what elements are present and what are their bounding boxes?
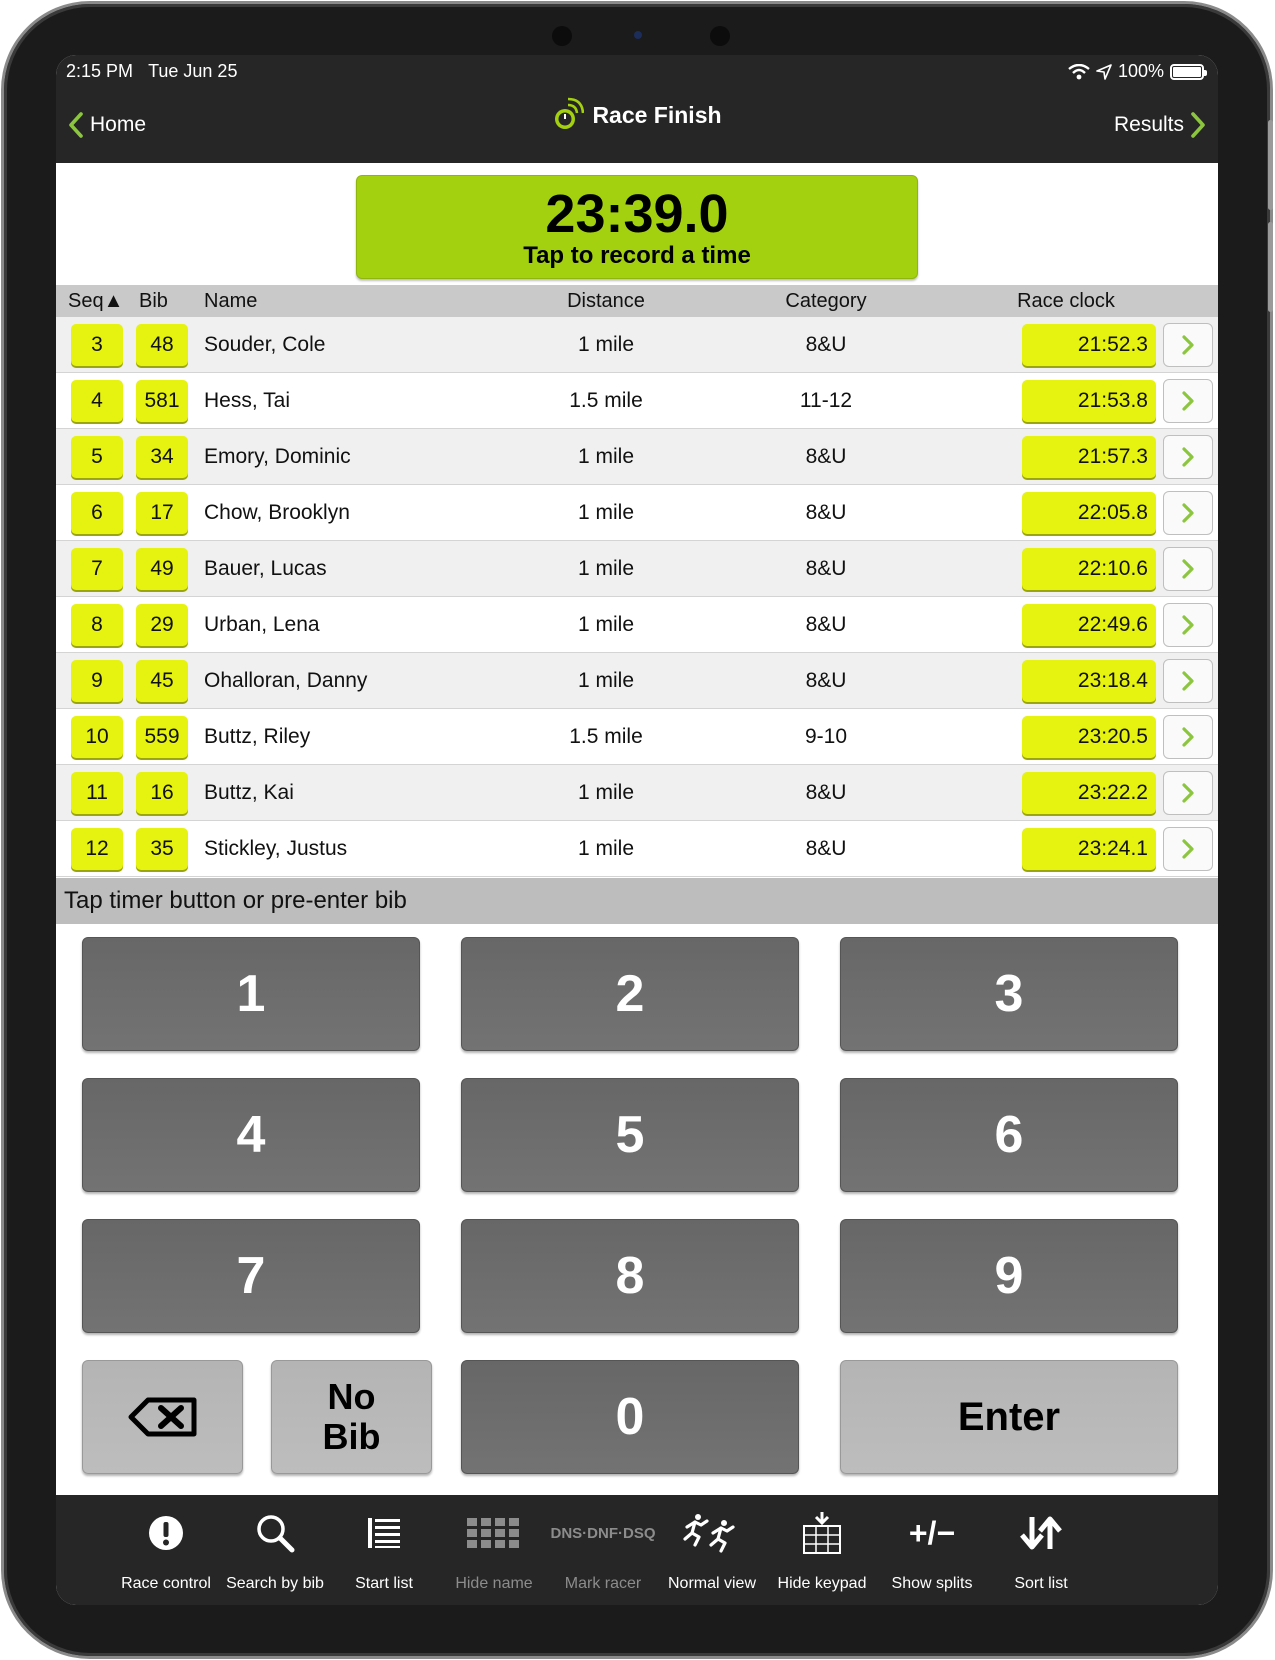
seq-cell[interactable]: 8	[71, 604, 123, 646]
header-seq[interactable]: Seq▲	[68, 290, 124, 312]
row-detail-button[interactable]	[1163, 323, 1213, 367]
category-cell: 8&U	[805, 333, 847, 356]
category-cell: 8&U	[805, 613, 847, 636]
key-1[interactable]: 1	[82, 937, 420, 1051]
row-detail-button[interactable]	[1163, 659, 1213, 703]
distance-cell: 1 mile	[577, 669, 635, 692]
seq-cell[interactable]: 7	[71, 548, 123, 590]
chevron-right-icon	[1181, 502, 1195, 524]
table-row	[56, 541, 1218, 597]
seq-cell[interactable]: 3	[71, 324, 123, 366]
chevron-right-icon	[1181, 726, 1195, 748]
table-row	[56, 429, 1218, 485]
distance-cell: 1 mile	[577, 333, 635, 356]
timer-value: 23:39.0	[545, 184, 729, 244]
table-row	[56, 597, 1218, 653]
seq-cell[interactable]: 10	[71, 716, 123, 758]
chevron-right-icon	[1181, 782, 1195, 804]
table-row	[56, 373, 1218, 429]
distance-cell: 1 mile	[577, 445, 635, 468]
seq-cell[interactable]: 5	[71, 436, 123, 478]
race-clock-cell[interactable]: 22:10.6	[1022, 548, 1156, 590]
bib-cell[interactable]: 29	[136, 604, 188, 646]
race-clock-cell[interactable]: 23:20.5	[1022, 716, 1156, 758]
row-detail-button[interactable]	[1163, 603, 1213, 647]
distance-cell: 1 mile	[577, 557, 635, 580]
top-bar	[56, 55, 1218, 163]
sort-arrows-icon	[1019, 1515, 1063, 1551]
race-clock-cell[interactable]: 21:53.8	[1022, 380, 1156, 422]
row-detail-button[interactable]	[1163, 491, 1213, 535]
race-clock-cell[interactable]: 23:24.1	[1022, 828, 1156, 870]
enter-button[interactable]: Enter	[840, 1360, 1178, 1474]
header-distance: Distance	[567, 290, 645, 312]
name-cell: Buttz, Riley	[204, 725, 311, 748]
category-cell: 9-10	[804, 725, 848, 748]
backspace-button[interactable]	[82, 1360, 243, 1474]
bib-cell[interactable]: 34	[136, 436, 188, 478]
race-clock-cell[interactable]: 21:52.3	[1022, 324, 1156, 366]
key-5[interactable]: 5	[461, 1078, 799, 1192]
camera-lens	[634, 31, 642, 39]
name-cell: Urban, Lena	[204, 613, 320, 636]
race-clock-cell[interactable]: 23:18.4	[1022, 660, 1156, 702]
chevron-right-icon	[1181, 670, 1195, 692]
runners-icon	[683, 1513, 741, 1553]
category-cell: 11-12	[799, 389, 853, 412]
sort-list-button[interactable]: Sort list	[982, 1495, 1100, 1605]
seq-cell[interactable]: 6	[71, 492, 123, 534]
bib-cell[interactable]: 35	[136, 828, 188, 870]
distance-cell: 1 mile	[577, 613, 635, 636]
no-bib-button[interactable]	[271, 1360, 432, 1474]
chevron-right-icon	[1181, 558, 1195, 580]
home-label: Home	[90, 113, 147, 136]
entry-prompt: Tap timer button or pre-enter bib	[56, 878, 1218, 924]
results-table-body	[56, 317, 1218, 877]
table-row	[56, 485, 1218, 541]
category-cell: 8&U	[805, 501, 847, 524]
results-table-header	[56, 285, 1218, 317]
volume-button	[1268, 222, 1273, 312]
category-cell: 8&U	[805, 669, 847, 692]
chevron-right-icon	[1181, 334, 1195, 356]
row-detail-button[interactable]	[1163, 715, 1213, 759]
seq-cell[interactable]: 12	[71, 828, 123, 870]
hide-name-button: Hide name	[435, 1495, 553, 1605]
chevron-right-icon	[1181, 446, 1195, 468]
category-cell: 8&U	[805, 837, 847, 860]
distance-cell: 1 mile	[577, 501, 635, 524]
backspace-icon	[128, 1397, 198, 1437]
bottom-toolbar	[56, 1495, 1218, 1605]
plus-minus-icon: +/−	[908, 1514, 956, 1551]
key-2[interactable]: 2	[461, 937, 799, 1051]
wifi-icon	[1068, 64, 1090, 80]
chevron-right-icon	[1190, 111, 1206, 139]
bib-cell[interactable]: 48	[136, 324, 188, 366]
race-clock-cell[interactable]: 23:22.2	[1022, 772, 1156, 814]
status-indicators	[1068, 61, 1204, 82]
name-cell: Buttz, Kai	[204, 781, 294, 804]
row-detail-button[interactable]	[1163, 771, 1213, 815]
dns-dnf-dsq-icon: DNS·DNF·DSQ	[550, 1524, 656, 1542]
distance-cell: 1 mile	[577, 837, 635, 860]
table-row	[56, 765, 1218, 821]
grid-icon	[467, 1518, 521, 1548]
chevron-right-icon	[1181, 390, 1195, 412]
location-arrow-icon	[1096, 64, 1112, 80]
bib-cell[interactable]: 559	[136, 716, 188, 758]
search-icon	[255, 1513, 295, 1553]
race-clock-cell[interactable]: 22:49.6	[1022, 604, 1156, 646]
chevron-right-icon	[1181, 838, 1195, 860]
header-name: Name	[204, 290, 258, 312]
table-row	[56, 653, 1218, 709]
key-8[interactable]: 8	[461, 1219, 799, 1333]
row-detail-button[interactable]	[1163, 379, 1213, 423]
normal-view-button[interactable]: Normal view	[653, 1495, 771, 1605]
key-9[interactable]: 9	[840, 1219, 1178, 1333]
name-cell: Chow, Brooklyn	[204, 501, 350, 524]
camera-dot	[552, 26, 572, 46]
name-cell: Emory, Dominic	[204, 445, 351, 468]
seq-cell[interactable]: 9	[71, 660, 123, 702]
page-title: Race Finish	[56, 97, 1218, 133]
timer-hint: Tap to record a time	[523, 242, 751, 269]
exclamation-circle-icon	[148, 1515, 184, 1551]
distance-cell: 1.5 mile	[569, 389, 643, 412]
camera-dot	[710, 26, 730, 46]
hide-keypad-button[interactable]: Hide keypad	[763, 1495, 881, 1605]
show-splits-button[interactable]: +/− Show splits	[891, 1514, 973, 1592]
key-6[interactable]: 6	[840, 1078, 1178, 1192]
chevron-right-icon	[1181, 614, 1195, 636]
seq-cell[interactable]: 11	[71, 772, 123, 814]
stopwatch-signal-icon	[552, 97, 584, 133]
table-row	[56, 821, 1218, 877]
app-screen	[56, 55, 1218, 1605]
battery-icon	[1170, 64, 1204, 80]
bib-cell[interactable]: 17	[136, 492, 188, 534]
bib-cell[interactable]: 16	[136, 772, 188, 814]
name-cell: Hess, Tai	[204, 389, 290, 412]
no-bib-label-line2: Bib	[322, 1416, 381, 1457]
key-4[interactable]: 4	[82, 1078, 420, 1192]
table-row	[56, 709, 1218, 765]
distance-cell: 1.5 mile	[569, 725, 643, 748]
bib-cell[interactable]: 581	[136, 380, 188, 422]
category-cell: 8&U	[805, 557, 847, 580]
bib-cell[interactable]: 49	[136, 548, 188, 590]
results-button[interactable]	[1114, 111, 1206, 139]
header-category: Category	[785, 290, 867, 312]
mark-racer-button: DNS·DNF·DSQ Mark racer	[550, 1524, 656, 1592]
header-bib: Bib	[139, 290, 168, 312]
name-cell: Ohalloran, Danny	[204, 669, 368, 692]
search-by-bib-button[interactable]: Search by bib	[216, 1495, 334, 1605]
race-control-button[interactable]: Race control	[107, 1495, 225, 1605]
header-race-clock: Race clock	[1017, 290, 1115, 312]
distance-cell: 1 mile	[577, 781, 635, 804]
name-cell: Bauer, Lucas	[204, 557, 327, 580]
volume-button	[1268, 120, 1273, 210]
no-bib-label-line1: No	[327, 1376, 376, 1417]
category-cell: 8&U	[805, 445, 847, 468]
key-0[interactable]: 0	[461, 1360, 799, 1474]
bib-cell[interactable]: 45	[136, 660, 188, 702]
category-cell: 8&U	[805, 781, 847, 804]
results-label: Results	[1113, 113, 1184, 136]
row-detail-button[interactable]	[1163, 547, 1213, 591]
row-detail-button[interactable]	[1163, 435, 1213, 479]
start-list-button[interactable]: Start list	[325, 1495, 443, 1605]
key-3[interactable]: 3	[840, 937, 1178, 1051]
status-clock: 2:15 PM Tue Jun 25	[66, 61, 238, 81]
record-time-button[interactable]	[356, 175, 918, 279]
keypad-icon	[802, 1512, 842, 1554]
name-cell: Souder, Cole	[204, 333, 326, 356]
seq-cell[interactable]: 4	[71, 380, 123, 422]
name-cell: Stickley, Justus	[204, 837, 348, 860]
battery-percent: 100%	[1117, 61, 1164, 81]
table-row	[56, 317, 1218, 373]
key-7[interactable]: 7	[82, 1219, 420, 1333]
race-clock-cell[interactable]: 21:57.3	[1022, 436, 1156, 478]
list-icon	[366, 1516, 402, 1550]
row-detail-button[interactable]	[1163, 827, 1213, 871]
race-clock-cell[interactable]: 22:05.8	[1022, 492, 1156, 534]
